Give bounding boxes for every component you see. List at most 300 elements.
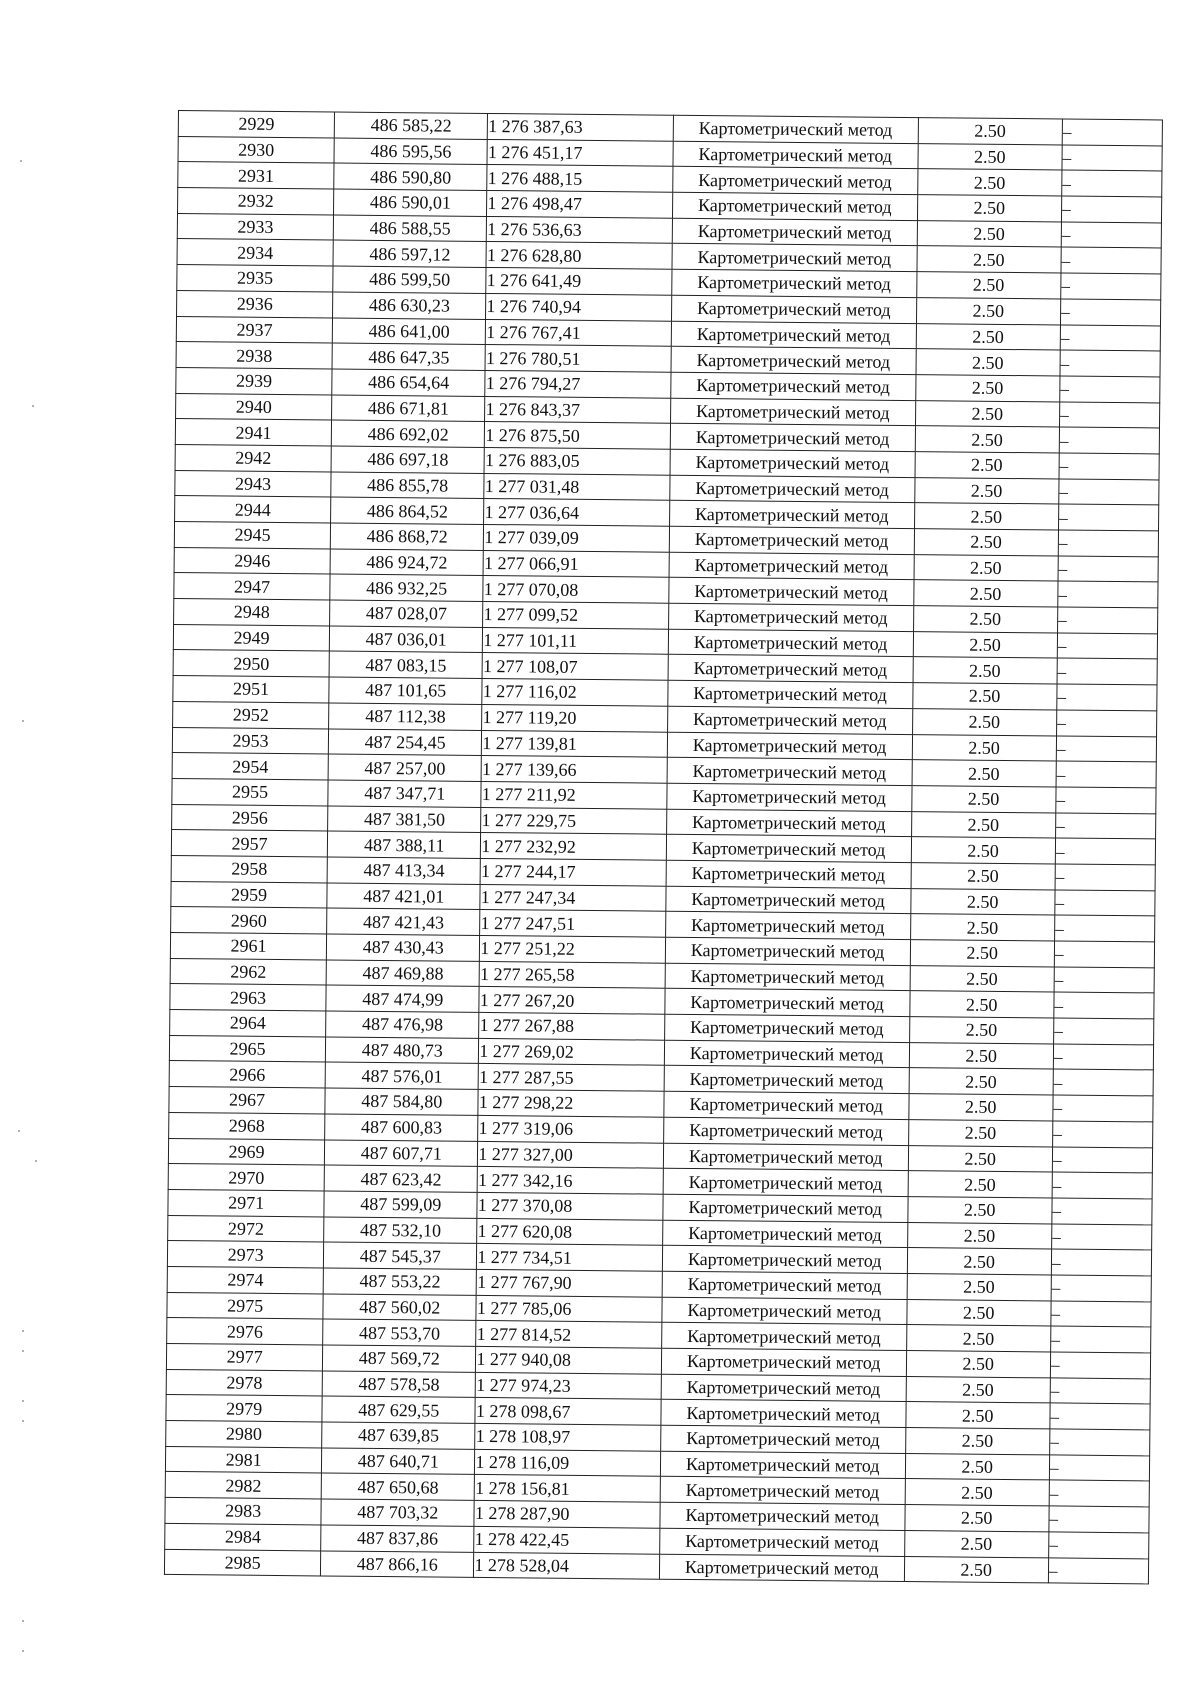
x-coordinate-cell: 486 671,81: [332, 395, 485, 422]
point-number-cell: 2942: [175, 444, 331, 471]
accuracy-cell: 2.50: [916, 297, 1060, 324]
y-coordinate-cell: 1 276 875,50: [485, 422, 670, 449]
method-cell: Картометрический метод: [661, 1297, 906, 1325]
accuracy-cell: 2.50: [905, 1428, 1049, 1455]
accuracy-cell: 2.50: [910, 914, 1054, 941]
method-cell: Картометрический метод: [665, 963, 910, 991]
x-coordinate-cell: 487 083,15: [329, 651, 482, 678]
method-cell: Картометрический метод: [660, 1400, 905, 1428]
x-coordinate-cell: 487 866,16: [321, 1550, 474, 1577]
empty-value-cell: –: [1053, 1069, 1154, 1096]
point-number-cell: 2953: [172, 727, 328, 754]
y-coordinate-cell: 1 277 108,07: [482, 653, 667, 680]
empty-value-cell: –: [1053, 992, 1154, 1019]
point-number-cell: 2957: [171, 830, 327, 857]
empty-value-cell: –: [1048, 1532, 1149, 1559]
y-coordinate-cell: 1 278 108,97: [475, 1423, 660, 1450]
accuracy-cell: 2.50: [916, 323, 1060, 350]
accuracy-cell: 2.50: [917, 195, 1061, 222]
accuracy-cell: 2.50: [910, 965, 1054, 992]
x-coordinate-cell: 487 553,70: [323, 1319, 476, 1346]
accuracy-cell: 2.50: [915, 477, 1059, 504]
x-coordinate-cell: 486 864,52: [331, 497, 484, 524]
x-coordinate-cell: 486 590,01: [334, 189, 487, 216]
method-cell: Картометрический метод: [668, 603, 913, 631]
method-cell: Картометрический метод: [659, 1528, 904, 1556]
point-number-cell: 2967: [169, 1087, 325, 1114]
accuracy-cell: 2.50: [906, 1351, 1050, 1378]
accuracy-cell: 2.50: [907, 1273, 1051, 1300]
accuracy-cell: 2.50: [918, 169, 1062, 196]
y-coordinate-cell: 1 277 269,02: [479, 1038, 664, 1065]
empty-value-cell: –: [1057, 658, 1158, 685]
point-number-cell: 2982: [165, 1472, 321, 1499]
method-cell: Картометрический метод: [663, 1168, 908, 1196]
method-cell: Картометрический метод: [671, 321, 916, 349]
y-coordinate-cell: 1 277 298,22: [478, 1090, 663, 1117]
point-number-cell: 2977: [166, 1343, 322, 1370]
empty-value-cell: –: [1059, 427, 1160, 454]
empty-value-cell: –: [1061, 196, 1162, 223]
method-cell: Картометрический метод: [668, 578, 913, 606]
x-coordinate-cell: 487 101,65: [329, 677, 482, 704]
point-number-cell: 2970: [168, 1164, 324, 1191]
x-coordinate-cell: 487 381,50: [328, 806, 481, 833]
point-number-cell: 2968: [169, 1112, 325, 1139]
point-number-cell: 2966: [169, 1061, 325, 1088]
x-coordinate-cell: 487 629,55: [322, 1396, 475, 1423]
empty-value-cell: –: [1054, 890, 1155, 917]
empty-value-cell: –: [1056, 761, 1157, 788]
method-cell: Картометрический метод: [665, 912, 910, 940]
y-coordinate-cell: 1 277 370,08: [477, 1192, 662, 1219]
point-number-cell: 2934: [177, 239, 333, 266]
y-coordinate-cell: 1 277 974,23: [476, 1372, 661, 1399]
method-cell: Картометрический метод: [667, 680, 912, 708]
empty-value-cell: –: [1056, 735, 1157, 762]
x-coordinate-cell: 487 607,71: [325, 1139, 478, 1166]
method-cell: Картометрический метод: [664, 989, 909, 1017]
x-coordinate-cell: 487 413,34: [327, 857, 480, 884]
x-coordinate-cell: 487 703,32: [321, 1499, 474, 1526]
y-coordinate-cell: 1 276 780,51: [485, 345, 670, 372]
point-number-cell: 2931: [178, 162, 334, 189]
method-cell: Картометрический метод: [666, 809, 911, 837]
point-number-cell: 2981: [165, 1446, 321, 1473]
empty-value-cell: –: [1051, 1275, 1152, 1302]
accuracy-cell: 2.50: [914, 580, 1058, 607]
accuracy-cell: 2.50: [913, 683, 1057, 710]
y-coordinate-cell: 1 277 327,00: [478, 1141, 663, 1168]
point-number-cell: 2939: [176, 367, 332, 394]
y-coordinate-cell: 1 278 098,67: [475, 1398, 660, 1425]
method-cell: Картометрический метод: [668, 655, 913, 683]
point-number-cell: 2965: [169, 1035, 325, 1062]
accuracy-cell: 2.50: [913, 631, 1057, 658]
method-cell: Картометрический метод: [668, 629, 913, 657]
point-number-cell: 2980: [166, 1421, 322, 1448]
method-cell: Картометрический метод: [661, 1348, 906, 1376]
point-number-cell: 2932: [178, 188, 334, 215]
y-coordinate-cell: 1 277 036,64: [484, 499, 669, 526]
accuracy-cell: 2.50: [918, 143, 1062, 170]
empty-value-cell: –: [1051, 1249, 1152, 1276]
method-cell: Картометрический метод: [664, 1066, 909, 1094]
method-cell: Картометрический метод: [669, 475, 914, 503]
method-cell: Картометрический метод: [672, 167, 917, 195]
empty-value-cell: –: [1050, 1378, 1151, 1405]
accuracy-cell: 2.50: [908, 1145, 1052, 1172]
empty-value-cell: –: [1048, 1506, 1149, 1533]
empty-value-cell: –: [1061, 247, 1162, 274]
method-cell: Картометрический метод: [666, 783, 911, 811]
empty-value-cell: –: [1048, 1557, 1149, 1584]
y-coordinate-cell: 1 277 031,48: [484, 473, 669, 500]
method-cell: Картометрический метод: [667, 706, 912, 734]
empty-value-cell: –: [1055, 787, 1156, 814]
method-cell: Картометрический метод: [673, 115, 918, 143]
y-coordinate-cell: 1 277 119,20: [482, 704, 667, 731]
y-coordinate-cell: 1 277 287,55: [478, 1064, 663, 1091]
point-number-cell: 2959: [171, 881, 327, 908]
point-number-cell: 2978: [166, 1369, 322, 1396]
x-coordinate-cell: 487 480,73: [326, 1037, 479, 1064]
empty-value-cell: –: [1055, 813, 1156, 840]
accuracy-cell: 2.50: [911, 837, 1055, 864]
y-coordinate-cell: 1 277 066,91: [483, 550, 668, 577]
empty-value-cell: –: [1060, 299, 1161, 326]
accuracy-cell: 2.50: [908, 1171, 1052, 1198]
accuracy-cell: 2.50: [909, 1017, 1053, 1044]
x-coordinate-cell: 486 590,80: [334, 163, 487, 190]
method-cell: Картометрический метод: [662, 1194, 907, 1222]
point-number-cell: 2963: [170, 984, 326, 1011]
y-coordinate-cell: 1 277 265,58: [479, 961, 664, 988]
y-coordinate-cell: 1 277 244,17: [480, 858, 665, 885]
x-coordinate-cell: 487 545,37: [324, 1242, 477, 1269]
point-number-cell: 2973: [167, 1241, 323, 1268]
x-coordinate-cell: 486 595,56: [334, 138, 487, 165]
coordinates-table: [164, 110, 1163, 1585]
empty-value-cell: –: [1057, 633, 1158, 660]
x-coordinate-cell: 487 430,43: [327, 934, 480, 961]
method-cell: Картометрический метод: [660, 1451, 905, 1479]
point-number-cell: 2947: [174, 573, 330, 600]
point-number-cell: 2936: [177, 290, 333, 317]
method-cell: Картометрический метод: [661, 1374, 906, 1402]
accuracy-cell: 2.50: [909, 1042, 1053, 1069]
method-cell: Картометрический метод: [671, 295, 916, 323]
x-coordinate-cell: 487 254,45: [329, 728, 482, 755]
accuracy-cell: 2.50: [906, 1325, 1050, 1352]
method-cell: Картометрический метод: [660, 1425, 905, 1453]
accuracy-cell: 2.50: [905, 1479, 1049, 1506]
y-coordinate-cell: 1 277 070,08: [483, 576, 668, 603]
empty-value-cell: –: [1054, 941, 1155, 968]
accuracy-cell: 2.50: [906, 1402, 1050, 1429]
point-number-cell: 2946: [174, 547, 330, 574]
y-coordinate-cell: 1 277 116,02: [482, 679, 667, 706]
x-coordinate-cell: 487 576,01: [325, 1062, 478, 1089]
empty-value-cell: –: [1056, 710, 1157, 737]
method-cell: Картометрический метод: [672, 244, 917, 272]
accuracy-cell: 2.50: [904, 1530, 1048, 1557]
x-coordinate-cell: 487 599,09: [324, 1191, 477, 1218]
y-coordinate-cell: 1 277 211,92: [481, 781, 666, 808]
empty-value-cell: –: [1062, 145, 1163, 172]
method-cell: Картометрический метод: [662, 1245, 907, 1273]
point-number-cell: 2964: [170, 1010, 326, 1037]
y-coordinate-cell: 1 277 785,06: [476, 1295, 661, 1322]
accuracy-cell: 2.50: [915, 400, 1059, 427]
method-cell: Картометрический метод: [664, 1040, 909, 1068]
point-number-cell: 2938: [176, 342, 332, 369]
point-number-cell: 2941: [175, 419, 331, 446]
empty-value-cell: –: [1054, 967, 1155, 994]
method-cell: Картометрический метод: [660, 1477, 905, 1505]
accuracy-cell: 2.50: [917, 220, 1061, 247]
x-coordinate-cell: 487 347,71: [328, 780, 481, 807]
point-number-cell: 2962: [170, 958, 326, 985]
method-cell: Картометрический метод: [663, 1091, 908, 1119]
empty-value-cell: –: [1060, 273, 1161, 300]
point-number-cell: 2943: [175, 470, 331, 497]
y-coordinate-cell: 1 278 156,81: [475, 1475, 660, 1502]
empty-value-cell: –: [1049, 1403, 1150, 1430]
method-cell: Картометрический метод: [670, 372, 915, 400]
y-coordinate-cell: 1 276 883,05: [484, 447, 669, 474]
method-cell: Картометрический метод: [670, 423, 915, 451]
point-number-cell: 2935: [177, 265, 333, 292]
x-coordinate-cell: 486 654,64: [332, 369, 485, 396]
empty-value-cell: –: [1059, 376, 1160, 403]
y-coordinate-cell: 1 276 451,17: [487, 139, 672, 166]
x-coordinate-cell: 487 036,01: [330, 626, 483, 653]
y-coordinate-cell: 1 278 116,09: [475, 1449, 660, 1476]
method-cell: Картометрический метод: [667, 732, 912, 760]
point-number-cell: 2976: [167, 1318, 323, 1345]
empty-value-cell: –: [1050, 1301, 1151, 1328]
x-coordinate-cell: 487 257,00: [328, 754, 481, 781]
method-cell: Картометрический метод: [673, 141, 918, 169]
accuracy-cell: 2.50: [914, 529, 1058, 556]
x-coordinate-cell: 487 553,22: [323, 1268, 476, 1295]
y-coordinate-cell: 1 277 251,22: [480, 935, 665, 962]
empty-value-cell: –: [1052, 1095, 1153, 1122]
empty-value-cell: –: [1052, 1146, 1153, 1173]
point-number-cell: 2933: [177, 213, 333, 240]
accuracy-cell: 2.50: [915, 426, 1059, 453]
y-coordinate-cell: 1 276 767,41: [486, 319, 671, 346]
accuracy-cell: 2.50: [916, 349, 1060, 376]
x-coordinate-cell: 486 855,78: [331, 472, 484, 499]
y-coordinate-cell: 1 277 139,66: [481, 756, 666, 783]
y-coordinate-cell: 1 276 536,63: [487, 216, 672, 243]
x-coordinate-cell: 487 837,86: [321, 1525, 474, 1552]
x-coordinate-cell: 486 630,23: [333, 292, 486, 319]
accuracy-cell: 2.50: [913, 606, 1057, 633]
point-number-cell: 2945: [174, 521, 330, 548]
point-number-cell: 2985: [164, 1549, 320, 1576]
accuracy-cell: 2.50: [911, 811, 1055, 838]
x-coordinate-cell: 486 597,12: [333, 240, 486, 267]
point-number-cell: 2958: [171, 855, 327, 882]
x-coordinate-cell: 486 641,00: [333, 317, 486, 344]
y-coordinate-cell: 1 277 232,92: [481, 833, 666, 860]
x-coordinate-cell: 487 421,43: [327, 908, 480, 935]
y-coordinate-cell: 1 276 498,47: [487, 191, 672, 218]
point-number-cell: 2975: [167, 1292, 323, 1319]
empty-value-cell: –: [1054, 915, 1155, 942]
accuracy-cell: 2.50: [912, 785, 1056, 812]
x-coordinate-cell: 487 650,68: [321, 1473, 474, 1500]
x-coordinate-cell: 487 639,85: [322, 1422, 475, 1449]
empty-value-cell: –: [1058, 479, 1159, 506]
x-coordinate-cell: 487 421,01: [327, 883, 480, 910]
point-number-cell: 2950: [173, 650, 329, 677]
x-coordinate-cell: 487 474,99: [326, 985, 479, 1012]
accuracy-cell: 2.50: [912, 708, 1056, 735]
accuracy-cell: 2.50: [908, 1196, 1052, 1223]
empty-value-cell: –: [1059, 453, 1160, 480]
x-coordinate-cell: 487 578,58: [322, 1371, 475, 1398]
method-cell: Картометрический метод: [670, 449, 915, 477]
accuracy-cell: 2.50: [917, 246, 1061, 273]
accuracy-cell: 2.50: [907, 1248, 1051, 1275]
method-cell: Картометрический метод: [666, 834, 911, 862]
y-coordinate-cell: 1 277 247,34: [480, 884, 665, 911]
empty-value-cell: –: [1050, 1326, 1151, 1353]
point-number-cell: 2954: [172, 753, 328, 780]
empty-value-cell: –: [1049, 1429, 1150, 1456]
point-number-cell: 2937: [176, 316, 332, 343]
accuracy-cell: 2.50: [914, 503, 1058, 530]
x-coordinate-cell: 486 588,55: [333, 215, 486, 242]
x-coordinate-cell: 487 640,71: [322, 1448, 475, 1475]
y-coordinate-cell: 1 277 319,06: [478, 1115, 663, 1142]
empty-value-cell: –: [1052, 1172, 1153, 1199]
point-number-cell: 2972: [168, 1215, 324, 1242]
method-cell: Картометрический метод: [663, 1143, 908, 1171]
empty-value-cell: –: [1057, 581, 1158, 608]
y-coordinate-cell: 1 277 734,51: [477, 1244, 662, 1271]
point-number-cell: 2940: [176, 393, 332, 420]
method-cell: Картометрический метод: [667, 757, 912, 785]
point-number-cell: 2944: [175, 496, 331, 523]
point-number-cell: 2979: [166, 1395, 322, 1422]
empty-value-cell: –: [1057, 607, 1158, 634]
x-coordinate-cell: 487 112,38: [329, 703, 482, 730]
accuracy-cell: 2.50: [910, 991, 1054, 1018]
y-coordinate-cell: 1 277 767,90: [476, 1269, 661, 1296]
point-number-cell: 2929: [178, 111, 334, 138]
point-number-cell: 2952: [173, 701, 329, 728]
method-cell: Картометрический метод: [659, 1502, 904, 1530]
accuracy-cell: 2.50: [905, 1453, 1049, 1480]
y-coordinate-cell: 1 278 287,90: [474, 1501, 659, 1528]
y-coordinate-cell: 1 278 528,04: [474, 1552, 659, 1579]
y-coordinate-cell: 1 277 267,20: [479, 987, 664, 1014]
accuracy-cell: 2.50: [911, 863, 1055, 890]
method-cell: Картометрический метод: [661, 1323, 906, 1351]
method-cell: Картометрический метод: [670, 398, 915, 426]
y-coordinate-cell: 1 277 099,52: [483, 602, 668, 629]
method-cell: Картометрический метод: [659, 1554, 904, 1582]
empty-value-cell: –: [1060, 324, 1161, 351]
y-coordinate-cell: 1 278 422,45: [474, 1526, 659, 1553]
x-coordinate-cell: 487 600,83: [325, 1114, 478, 1141]
x-coordinate-cell: 487 476,98: [326, 1011, 479, 1038]
y-coordinate-cell: 1 276 628,80: [486, 242, 671, 269]
accuracy-cell: 2.50: [909, 1068, 1053, 1095]
empty-value-cell: –: [1060, 350, 1161, 377]
method-cell: Картометрический метод: [665, 937, 910, 965]
accuracy-cell: 2.50: [907, 1299, 1051, 1326]
point-number-cell: 2961: [170, 932, 326, 959]
point-number-cell: 2960: [171, 907, 327, 934]
x-coordinate-cell: 487 569,72: [323, 1345, 476, 1372]
y-coordinate-cell: 1 276 641,49: [486, 268, 671, 295]
method-cell: Картометрический метод: [669, 526, 914, 554]
x-coordinate-cell: 486 924,72: [330, 549, 483, 576]
x-coordinate-cell: 487 469,88: [326, 960, 479, 987]
empty-value-cell: –: [1061, 170, 1162, 197]
y-coordinate-cell: 1 277 342,16: [477, 1167, 662, 1194]
method-cell: Картометрический метод: [672, 192, 917, 220]
point-number-cell: 2930: [178, 136, 334, 163]
method-cell: Картометрический метод: [662, 1220, 907, 1248]
coordinates-table-body: [164, 111, 1162, 1585]
accuracy-cell: 2.50: [905, 1505, 1049, 1532]
point-number-cell: 2949: [173, 624, 329, 651]
empty-value-cell: –: [1055, 864, 1156, 891]
empty-value-cell: –: [1056, 684, 1157, 711]
accuracy-cell: 2.50: [917, 272, 1061, 299]
empty-value-cell: –: [1061, 222, 1162, 249]
accuracy-cell: 2.50: [906, 1376, 1050, 1403]
y-coordinate-cell: 1 277 101,11: [483, 627, 668, 654]
y-coordinate-cell: 1 277 247,51: [480, 910, 665, 937]
x-coordinate-cell: 487 028,07: [330, 600, 483, 627]
point-number-cell: 2955: [172, 778, 328, 805]
accuracy-cell: 2.50: [916, 374, 1060, 401]
point-number-cell: 2984: [165, 1523, 321, 1550]
x-coordinate-cell: 486 868,72: [331, 523, 484, 550]
point-number-cell: 2971: [168, 1189, 324, 1216]
empty-value-cell: –: [1062, 119, 1163, 146]
accuracy-cell: 2.50: [918, 118, 1062, 145]
point-number-cell: 2948: [174, 599, 330, 626]
method-cell: Картометрический метод: [669, 501, 914, 529]
x-coordinate-cell: 487 584,80: [325, 1088, 478, 1115]
x-coordinate-cell: 486 932,25: [330, 574, 483, 601]
accuracy-cell: 2.50: [911, 888, 1055, 915]
y-coordinate-cell: 1 277 039,09: [484, 524, 669, 551]
accuracy-cell: 2.50: [908, 1119, 1052, 1146]
method-cell: Картометрический метод: [671, 346, 916, 374]
empty-value-cell: –: [1049, 1480, 1150, 1507]
accuracy-cell: 2.50: [913, 657, 1057, 684]
accuracy-cell: 2.50: [915, 452, 1059, 479]
empty-value-cell: –: [1049, 1455, 1150, 1482]
y-coordinate-cell: 1 276 488,15: [487, 165, 672, 192]
accuracy-cell: 2.50: [904, 1556, 1048, 1583]
x-coordinate-cell: 486 599,50: [333, 266, 486, 293]
method-cell: Картометрический метод: [671, 269, 916, 297]
x-coordinate-cell: 486 697,18: [331, 446, 484, 473]
empty-value-cell: –: [1053, 1018, 1154, 1045]
empty-value-cell: –: [1058, 556, 1159, 583]
